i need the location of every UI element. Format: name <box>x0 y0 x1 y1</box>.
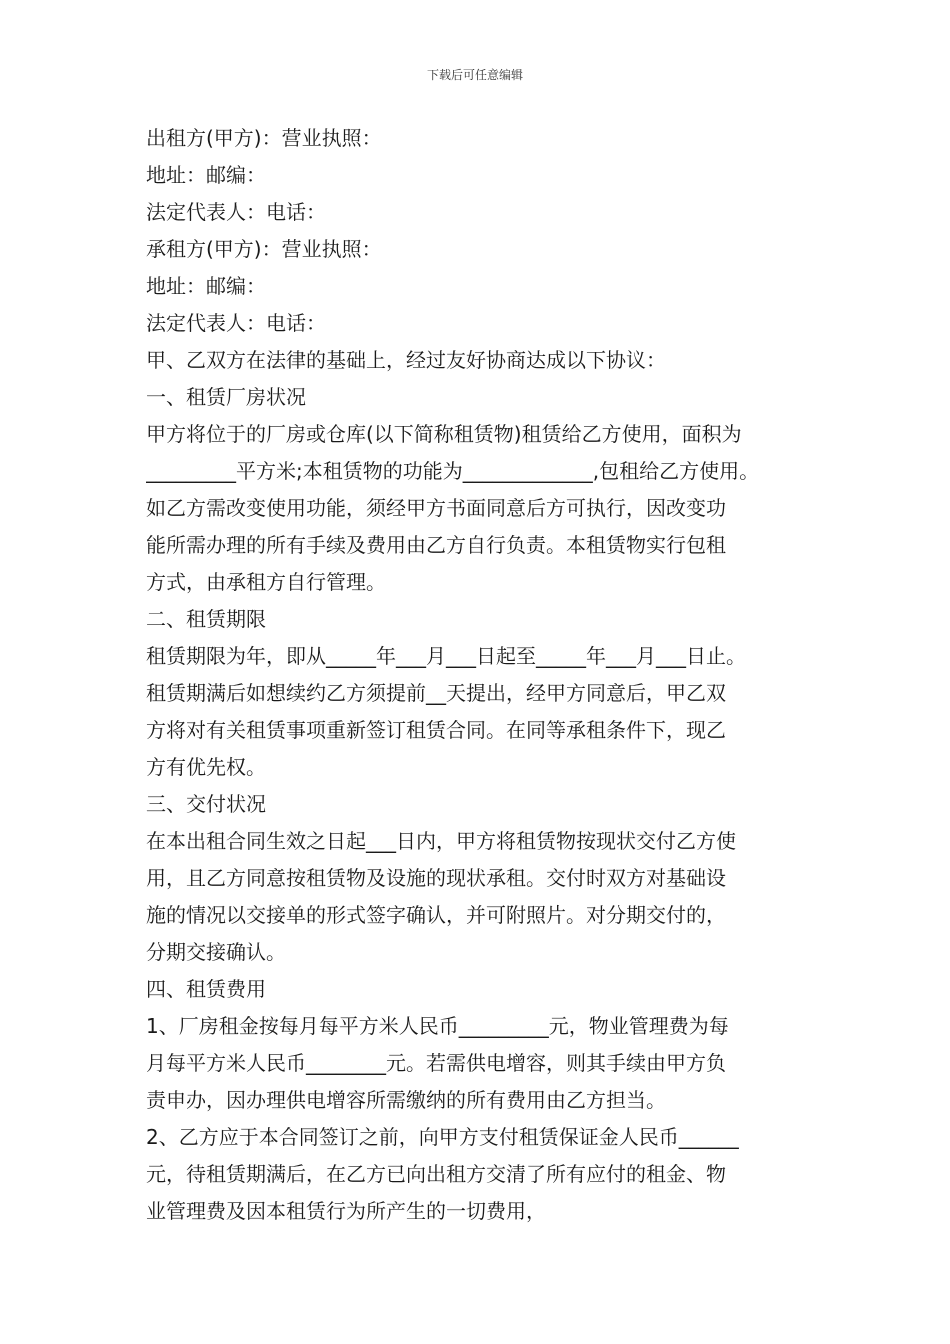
text-line: 甲方将位于的厂房或仓库(以下简称租赁物)租赁给乙方使用，面积为 <box>146 422 742 446</box>
text-line-lessee-representative: 法定代表人：电话： <box>146 311 326 335</box>
text-line: 在本出租合同生效之日起___日内，甲方将租赁物按现状交付乙方使 <box>146 829 736 853</box>
text-line: 能所需办理的所有手续及费用由乙方自行负责。本租赁物实行包租 <box>146 533 726 557</box>
text-line-lessee-address: 地址：邮编： <box>146 274 266 298</box>
text-line: 租赁期限为年，即从_____年___月___日起至_____年___月___日止。 <box>146 644 746 668</box>
text-line: 方有优先权。 <box>146 755 266 779</box>
page-header: 下载后可任意编辑 <box>426 68 523 82</box>
text-line: 责申办，因办理供电增容所需缴纳的所有费用由乙方担当。 <box>146 1088 666 1112</box>
text-line: 业管理费及因本租赁行为所产生的一切费用， <box>146 1199 546 1223</box>
section-heading-4: 四、租赁费用 <box>146 977 266 1001</box>
text-line: 分期交接确认。 <box>146 940 286 964</box>
text-line: 施的情况以交接单的形式签字确认，并可附照片。对分期交付的， <box>146 903 726 927</box>
text-line-preamble: 甲、乙双方在法律的基础上，经过友好协商达成以下协议： <box>146 348 666 372</box>
text-line-lessee: 承租方(甲方)：营业执照： <box>146 237 382 261</box>
section-heading-2: 二、租赁期限 <box>146 607 266 631</box>
text-line: 元，待租赁期满后，在乙方已向出租方交清了所有应付的租金、物 <box>146 1162 726 1186</box>
text-line: 用，且乙方同意按租赁物及设施的现状承租。交付时双方对基础设 <box>146 866 726 890</box>
text-line: 月每平方米人民币________元。若需供电增容，则其手续由甲方负 <box>146 1051 726 1075</box>
text-line: 2、乙方应于本合同签订之前，向甲方支付租赁保证金人民币______ <box>146 1125 739 1149</box>
text-line-lessor: 出租方(甲方)：营业执照： <box>146 126 382 150</box>
text-line: _________平方米;本租赁物的功能为_____________,包租给乙方使用。 <box>146 459 760 483</box>
text-line: 方式，由承租方自行管理。 <box>146 570 386 594</box>
text-line: 租赁期满后如想续约乙方须提前__天提出，经甲方同意后，甲乙双 <box>146 681 726 705</box>
section-heading-1: 一、租赁厂房状况 <box>146 385 306 409</box>
section-heading-3: 三、交付状况 <box>146 792 266 816</box>
text-line-lessor-representative: 法定代表人：电话： <box>146 200 326 224</box>
text-line-lessor-address: 地址：邮编： <box>146 163 266 187</box>
text-line: 1、厂房租金按每月每平方米人民币_________元，物业管理费为每 <box>146 1014 729 1038</box>
text-line: 如乙方需改变使用功能，须经甲方书面同意后方可执行，因改变功 <box>146 496 726 520</box>
document-body <box>146 120 826 1230</box>
text-line: 方将对有关租赁事项重新签订租赁合同。在同等承租条件下，现乙 <box>146 718 726 742</box>
